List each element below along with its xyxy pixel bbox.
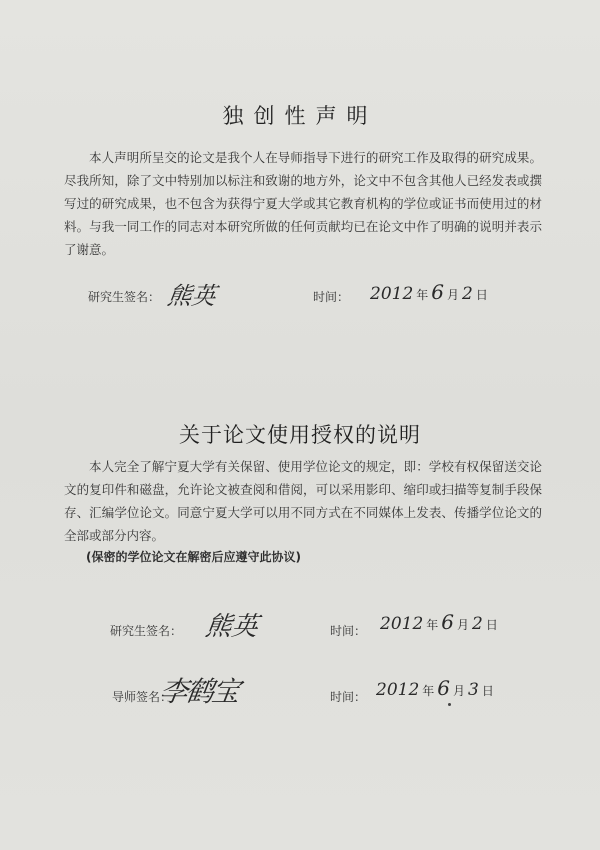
date-year: 2012 — [380, 614, 424, 634]
authorization-advisor-signature: 李鹤宝 — [157, 675, 241, 708]
date-day: 3 — [468, 680, 479, 700]
authorization-student-label: 研究生签名： — [110, 624, 183, 638]
date-month: 6 — [441, 610, 455, 634]
declaration-time-label: 时间： — [313, 290, 350, 304]
date-month-unit: 月 — [453, 684, 466, 698]
authorization-student-date — [380, 610, 501, 634]
authorization-advisor-label: 导师签名： — [112, 690, 173, 704]
authorization-student-signature: 熊英 — [203, 612, 260, 642]
declaration-body: 本人声明所呈交的论文是我个人在导师指导下进行的研究工作及取得的研究成果。尽我所知，除了文中特别加以标注和致谢的地方外，论文中不包含其他人已经发表或撰写过的研究成果，也不包含为获得宁夏大学或其它教育机构的学位或证书而使用过的材料。与我一同工作的同志对本研究所做的任何贡献均已在论文中作了明确的说明并表示了谢意。 — [64, 150, 542, 257]
authorization-advisor-date — [376, 676, 497, 700]
declaration-title: 独创性声明 — [222, 104, 378, 128]
date-day-unit: 日 — [475, 288, 488, 302]
date-year-unit: 年 — [426, 618, 439, 632]
ink-dot — [448, 703, 451, 706]
date-year: 2012 — [376, 680, 420, 700]
date-day: 2 — [472, 614, 483, 634]
confidentiality-note: (保密的学位论文在解密后应遵守此协议) — [86, 550, 301, 564]
date-month-unit: 月 — [457, 618, 470, 632]
date-day-unit: 日 — [485, 618, 498, 632]
date-year-unit: 年 — [416, 288, 429, 302]
date-day: 2 — [462, 284, 473, 304]
authorization-advisor-time-label: 时间： — [330, 690, 367, 704]
date-month: 6 — [437, 676, 451, 700]
authorization-body: 本人完全了解宁夏大学有关保留、使用学位论文的规定，即：学校有权保留送交论文的复印件和磁盘，允许论文被查阅和借阅，可以采用影印、缩印或扫描等复制手段保存、汇编学位论文。同意宁夏大学可以用不同方式在不同媒体上发表、传播学位论文的全部或部分内容。 — [64, 459, 542, 543]
declaration-date — [370, 280, 491, 304]
date-year-unit: 年 — [422, 684, 435, 698]
declaration-student-signature: 熊英 — [165, 282, 218, 310]
authorization-title: 关于论文使用授权的说明 — [179, 423, 421, 447]
date-day-unit: 日 — [481, 684, 494, 698]
date-month-unit: 月 — [447, 288, 460, 302]
date-month: 6 — [431, 280, 445, 304]
authorization-student-time-label: 时间： — [330, 624, 367, 638]
declaration-student-label: 研究生签名： — [88, 290, 161, 304]
date-year: 2012 — [370, 284, 414, 304]
